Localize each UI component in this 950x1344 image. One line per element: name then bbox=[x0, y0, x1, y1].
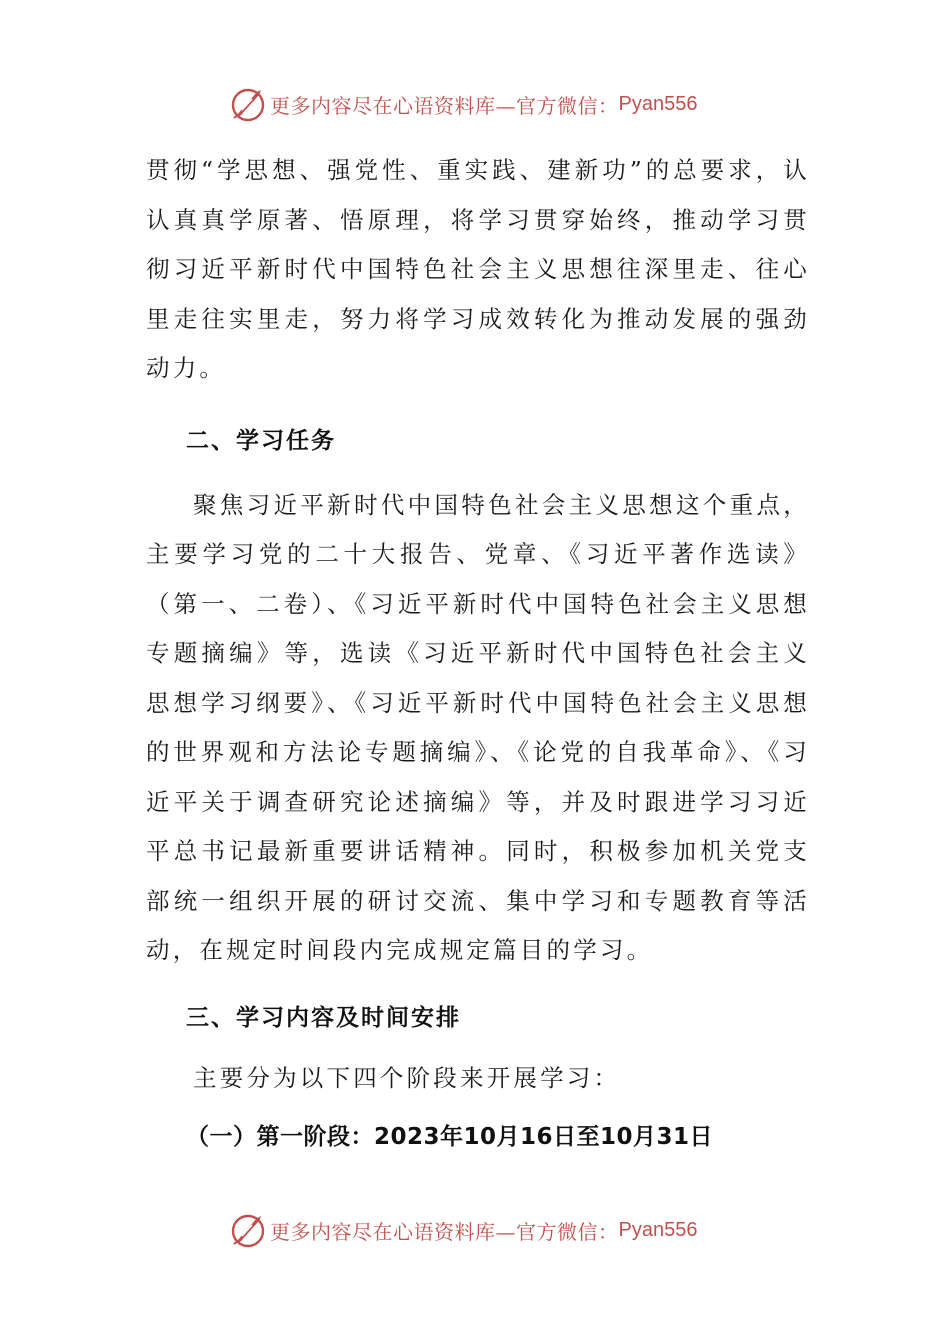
study-tasks-paragraph: 聚焦习近平新时代中国特色社会主义思想这个重点，主要学习党的二十大报告、党章、《习近平著作选读》（第一、二卷）、《习近平新时代中国特色社会主义思想专题摘编》等，选读《习近平新时代中国特色社会主义思想学习纲要》、《习近平新时代中国特色社会主义思想的世界观和方法论专题摘编》、《论党的自我革命》、《习近平关于调查研究论述摘编》等，并及时跟进学习习近平总书记最新重要讲话精神。同时，积极参加机关党支部统一组织开展的研讨交流、集中学习和专题教育等活动，在规定时间段内完成规定篇目的学习。 bbox=[146, 490, 810, 964]
quill-pen-logo-icon bbox=[228, 1210, 268, 1250]
watermark-text: 更多内容尽在心语资料库—官方微信： bbox=[270, 1219, 619, 1244]
watermark-text: 更多内容尽在心语资料库—官方微信： bbox=[270, 93, 619, 118]
watermark-banner-bottom bbox=[228, 1210, 697, 1250]
document-body bbox=[146, 146, 810, 1157]
watermark-banner-top bbox=[228, 84, 697, 124]
section-heading-study-tasks: 二、学习任务 bbox=[186, 427, 336, 454]
quill-pen-logo-icon bbox=[228, 84, 268, 124]
stage-one-heading: （一）第一阶段：2023年10月16日至10月31日 bbox=[186, 1124, 714, 1150]
intro-paragraph: 贯彻“学思想、强党性、重实践、建新功”的总要求，认认真真学原著、悟原理，将学习贯穿始终，推动学习贯彻习近平新时代中国特色社会主义思想往深里走、往心里走往实里走，努力将学习成效转化为推动发展的强劲动力。 bbox=[146, 156, 810, 382]
schedule-intro-paragraph: 主要分为以下四个阶段来开展学习： bbox=[193, 1063, 621, 1092]
watermark-wechat-id: Pyan556 bbox=[618, 1218, 698, 1241]
watermark-wechat-id: Pyan556 bbox=[618, 92, 698, 115]
section-heading-content-schedule: 三、学习内容及时间安排 bbox=[186, 1004, 461, 1031]
